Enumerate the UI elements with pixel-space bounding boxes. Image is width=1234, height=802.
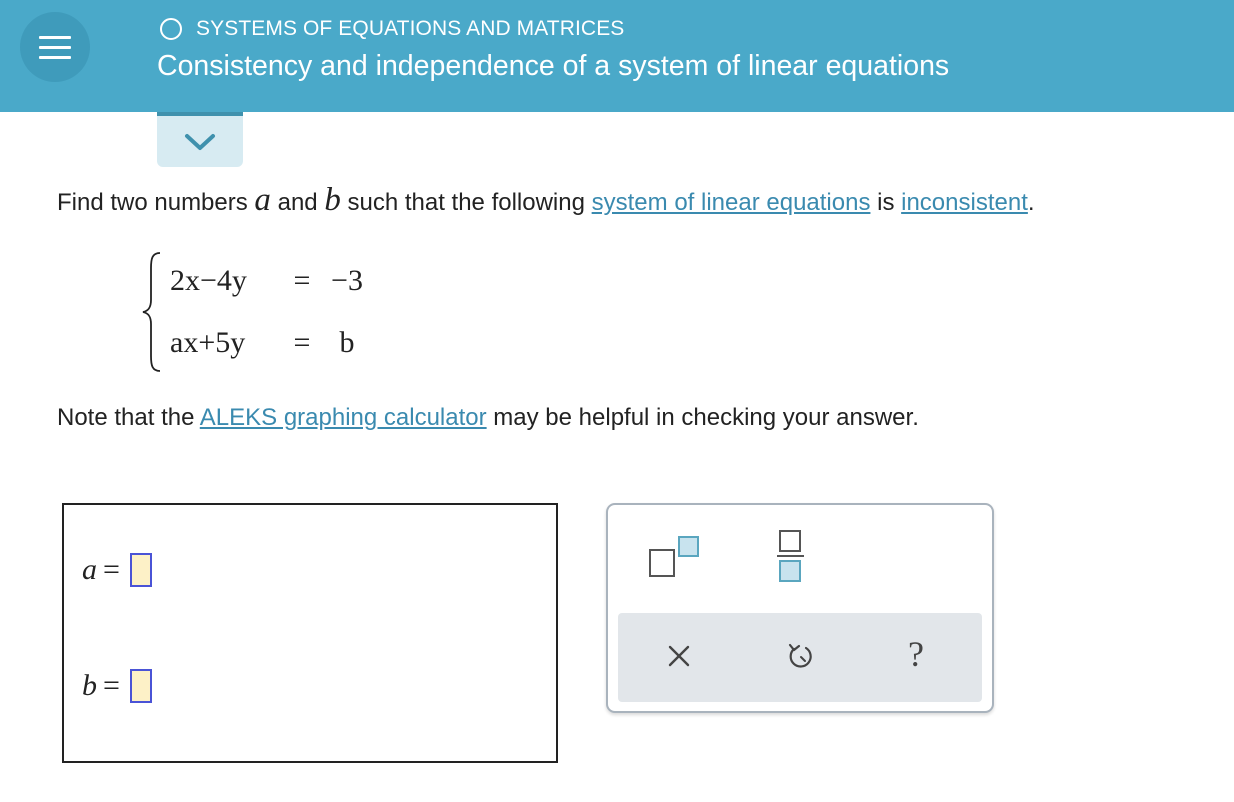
answer-b-input[interactable] <box>130 669 152 703</box>
equation-2-rhs: b <box>339 326 355 359</box>
help-button[interactable]: ? <box>908 634 924 674</box>
clear-button[interactable] <box>666 643 692 674</box>
link-graphing-calculator[interactable]: ALEKS graphing calculator <box>199 404 487 431</box>
menu-button[interactable] <box>20 12 90 82</box>
left-brace-icon <box>140 250 166 375</box>
equation-2 <box>170 326 372 360</box>
answer-a-equals: = <box>103 553 120 586</box>
equation-1-rhs: −3 <box>331 264 363 297</box>
link-inconsistent[interactable]: inconsistent <box>901 189 1028 216</box>
answer-b-equals: = <box>103 669 120 702</box>
note-text: Note that the ALEKS graphing calculator may be helpful in checking your answer. <box>57 404 919 431</box>
topic-row <box>160 17 624 41</box>
var-a: a <box>254 182 271 218</box>
equation-system <box>140 250 440 375</box>
equation-1 <box>170 264 372 298</box>
answer-box <box>62 503 558 763</box>
answer-a-input[interactable] <box>130 553 152 587</box>
undo-icon <box>786 640 816 672</box>
equation-2-lhs: ax+5y <box>170 326 246 359</box>
question-text: Find two numbers a and b such that the following system of linear equations is inconsistent. <box>57 182 1035 218</box>
equation-2-equals: = <box>293 326 311 359</box>
equation-1-equals: = <box>293 264 311 297</box>
superscript-template-icon <box>646 530 704 580</box>
answer-row-b <box>82 669 152 703</box>
equation-1-lhs: 2x−4y <box>170 264 247 297</box>
close-icon <box>666 643 692 669</box>
fraction-button[interactable] <box>776 527 806 592</box>
expand-button[interactable] <box>157 112 243 167</box>
page-title: Consistency and independence of a system of linear equations <box>157 50 950 82</box>
hamburger-menu-icon <box>39 36 71 39</box>
chevron-down-icon <box>183 132 217 152</box>
link-system-of-linear-equations[interactable]: system of linear equations <box>591 189 871 216</box>
answer-b-label: b <box>82 669 97 702</box>
answer-a-label: a <box>82 553 97 586</box>
topic-label: SYSTEMS OF EQUATIONS AND MATRICES <box>196 17 625 40</box>
header-bar <box>0 0 1234 112</box>
undo-button[interactable] <box>786 640 816 677</box>
action-bar <box>618 613 982 702</box>
circle-outline-icon <box>160 18 182 40</box>
superscript-button[interactable] <box>646 530 704 585</box>
answer-row-a <box>82 553 152 587</box>
fraction-template-icon <box>776 527 806 587</box>
var-b: b <box>324 182 341 218</box>
math-tool-panel <box>606 503 994 713</box>
